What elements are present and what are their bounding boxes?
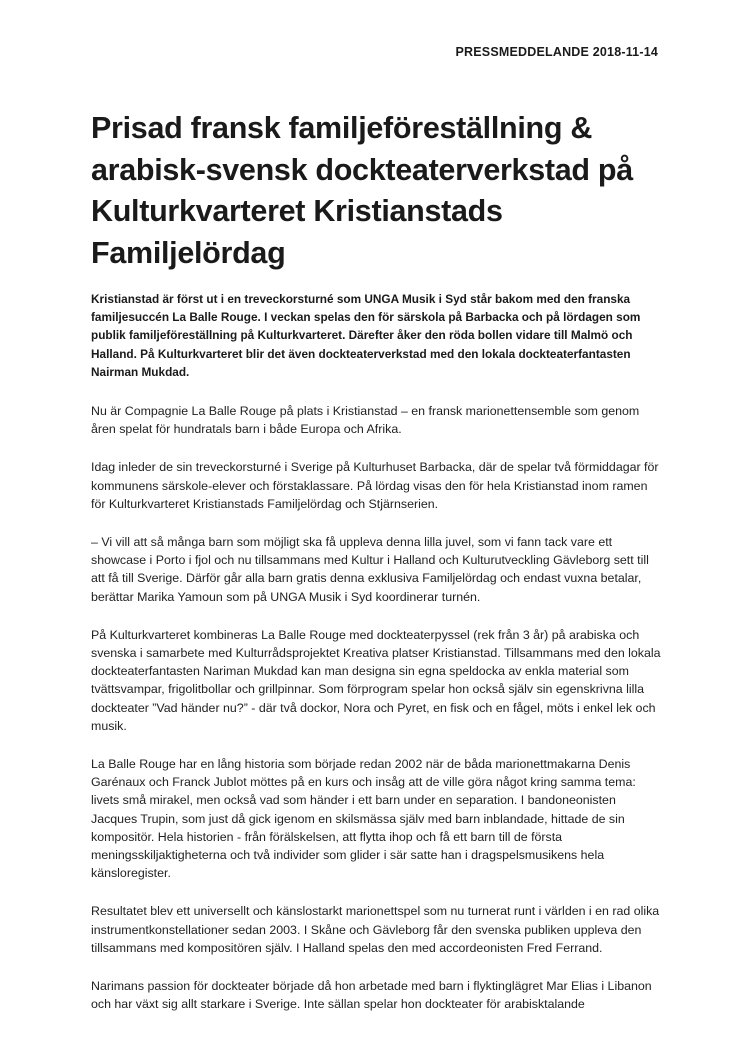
body-paragraph: Narimans passion för dockteater började då hon arbetade med barn i flyktinglägret Mar Elias i Libanon och har växt sig allt starkare i Sverige. Inte sällan spelar hon dockteater för arabisktalande xyxy=(91,979,652,1012)
page-title: Prisad fransk familjeföreställning & arabisk-svensk dockteaterverkstad på Kulturkvarteret Kristianstads Familjelördag xyxy=(91,111,633,270)
body-paragraph: – Vi vill att så många barn som möjligt ska få uppleva denna lilla juvel, som vi fann tack vare ett showcase i Porto i fjol och nu tillsammans med Kultur i Halland och Kulturutveckling Gävleborg sett till att få till Sverige. Därför går alla barn gratis denna exklusiva Familjelördag och endast vuxna betalar, berättar Marika Yamoun som på UNGA Musik i Syd koordinerar turnén. xyxy=(91,535,649,604)
lead-paragraph: Kristianstad är först ut i en treveckorsturné som UNGA Musik i Syd står bakom med den franska familjesuccén La Balle Rouge. I veckan spelas den för särskola på Barbacka och på lördagen som publik familjeföreställning på Kulturkvarteret. Därefter åker den röda bollen vidare till Malmö och Halland. På Kulturkvarteret blir det även dockteaterverkstad med den lokala dockteaterfantasten Nairman Mukdad. xyxy=(91,292,641,379)
body-paragraph: Nu är Compagnie La Balle Rouge på plats i Kristianstad – en fransk marionettensemble som genom åren spelat för hundratals barn i både Europa och Afrika. xyxy=(91,404,640,437)
body-paragraph: La Balle Rouge har en lång historia som började redan 2002 när de båda marionettmakarna Denis Garénaux och Franck Jublot möttes på en kurs och insåg att de ville göra något kring samma tema: livets små mirakel, men också vad som händer i ett barn under en separation. I bandoneonisten Jacques Trupin, som just då gick igenom en skilsmässa själv med barn inblandade, hittade de sin kompositör. Hela historien - från förälskelsen, att flytta ihop och få ett barn till de första meningsskiljaktigheterna och två individer som glider i sär satte han i dragspelsmusikens hela känsloregister. xyxy=(91,757,636,881)
body-paragraph: På Kulturkvarteret kombineras La Balle Rouge med dockteaterpyssel (rek från 3 år) på arabiska och svenska i samarbete med Kulturrådsprojektet Kreativa platser Kristianstad. Tillsammans med den lokala dockteaterfantasten Nariman Mukdad kan man designa sin egna speldocka av enkla material som tvättsvampar, frigolitbollar och grillpinnar. Som förprogram spelar hon också själv sin egenskrivna lilla dockteater ”Vad händer nu?” - där två dockor, Nora och Pyret, en fisk och en fågel, möts i enkel lek och musik. xyxy=(91,627,661,733)
article-body xyxy=(91,290,661,1034)
press-release-date-label: PRESSMEDDELANDE 2018-11-14 xyxy=(455,45,658,59)
body-paragraph: Idag inleder de sin treveckorsturné i Sverige på Kulturhuset Barbacka, där de spelar två förmiddagar för kommunens särskole-elever och förstaklassare. På lördag visas den för hela Kristianstad inom ramen för Kulturkvarteret Kristianstads Familjelördag och Stjärnserien. xyxy=(91,460,659,511)
body-paragraph: Resultatet blev ett universellt och känslostarkt marionettspel som nu turnerat runt i världen i en rad olika instrumentkonstellationer sedan 2003. I Skåne och Gävleborg får den svenska publiken uppleva den tillsammans med kompositören själv. I Halland spelas den med accordeonisten Fred Ferrand. xyxy=(91,904,660,955)
